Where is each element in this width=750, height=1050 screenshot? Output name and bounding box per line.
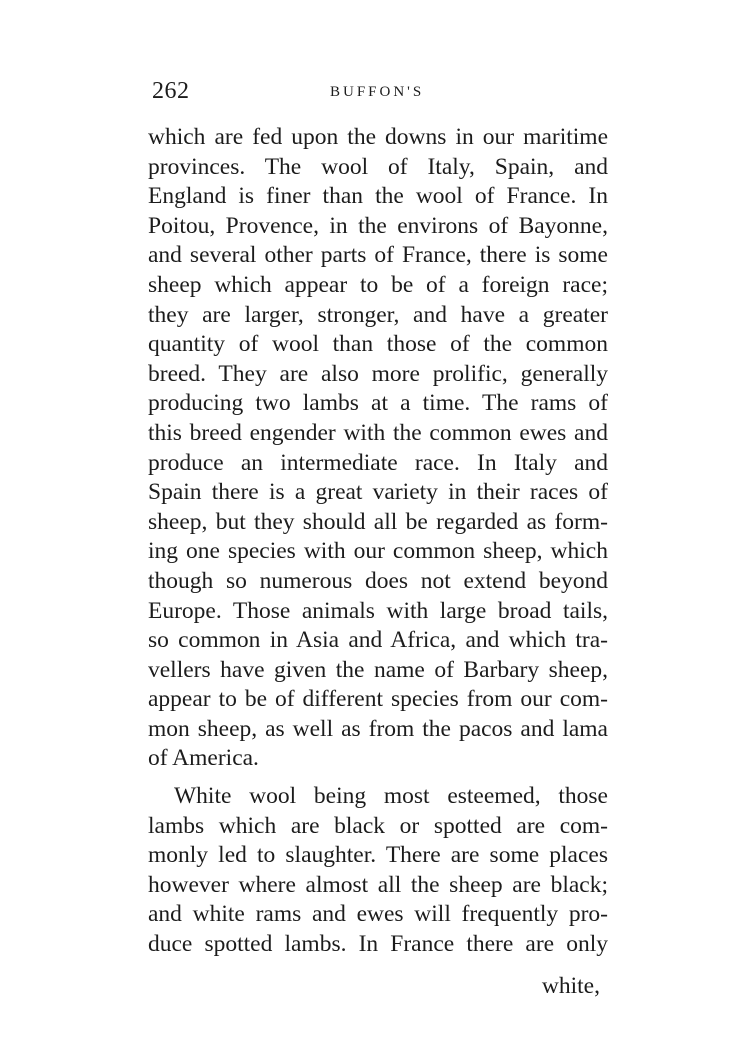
text-line: though so numerous does not extend beyond <box>148 567 608 594</box>
text-line: producing two lambs at a time. The rams of <box>148 390 608 417</box>
text-line: and several other parts of France, there is some <box>148 242 608 269</box>
text-line: duce spotted lambs. In France there are only <box>148 931 608 958</box>
text-line: of America. <box>148 745 259 772</box>
text-line: which are fed upon the downs in our maritime <box>148 124 608 150</box>
text-line: so common in Asia and Africa, and which tra- <box>148 627 608 654</box>
body-text <box>148 123 608 960</box>
text-line: they are larger, stronger, and have a greater <box>148 301 608 328</box>
text-line: provinces. The wool of Italy, Spain, and <box>148 153 608 180</box>
text-line: appear to be of different species from our com- <box>148 686 608 713</box>
text-line: and white rams and ewes will frequently pro- <box>148 901 608 928</box>
text-line: Spain there is a great variety in their races of <box>148 479 608 506</box>
text-line: mon sheep, as well as from the pacos and lama <box>148 715 608 742</box>
paragraph <box>148 123 608 774</box>
text-line: lambs which are black or spotted are com- <box>148 812 608 839</box>
running-head: BUFFON'S <box>330 84 425 100</box>
text-line: Europe. Those animals with large broad tails, <box>148 597 608 624</box>
page-number: 262 <box>152 78 190 104</box>
text-line: Poitou, Provence, in the environs of Bayonne, <box>148 212 608 239</box>
text-line: this breed engender with the common ewes and <box>148 419 608 446</box>
catchword: white, <box>541 973 600 999</box>
text-line: sheep, but they should all be regarded as form- <box>148 508 608 535</box>
paragraph <box>148 782 608 960</box>
text-line: however where almost all the sheep are black; <box>148 871 608 898</box>
text-line: White wool being most esteemed, those <box>174 783 608 810</box>
text-line: sheep which appear to be of a foreign race; <box>148 271 608 298</box>
page-header <box>150 78 610 108</box>
text-line: vellers have given the name of Barbary sheep, <box>148 656 608 683</box>
text-line: England is finer than the wool of France. In <box>148 183 608 210</box>
paragraph-gap <box>148 774 608 782</box>
text-line: quantity of wool than those of the common <box>148 331 608 358</box>
text-line: ing one species with our common sheep, which <box>148 538 608 565</box>
text-line: monly led to slaughter. There are some places <box>148 842 608 869</box>
text-line: breed. They are also more prolific, generally <box>148 360 608 387</box>
text-line: produce an intermediate race. In Italy and <box>148 449 608 476</box>
